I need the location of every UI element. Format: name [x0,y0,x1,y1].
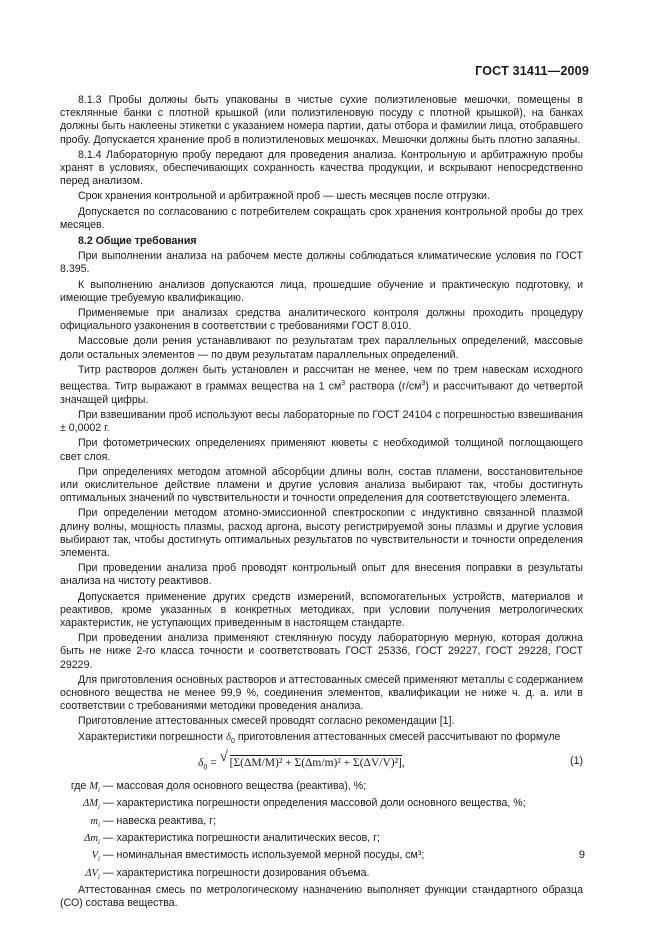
definition-symbol: $\Delta m_i$ [84,832,100,847]
paragraph: При определениях методом атомной абсорбции длины волн, состав пламени, восстановительное или окислительное действие пламени и другие условия анализа выбирают так, чтобы достигнуть оптимальных значений по чувствительности и точности определения для соответствующего элемента. [60,465,583,505]
definition-symbol: $\Delta M_i$ [83,798,100,812]
formula-number: (1) [570,754,583,767]
definition-text: — навеска реактива, г; [103,814,216,827]
paragraph: При определении методом атомно-эмиссионной спектроскопии с индуктивно связанной плазмой длину волны, мощность плазмы, расход аргона, высоту регистрируемой зоны плазмы и другие условия выбирают так, чтобы достигнуть оптимальных результатов по чувствительности и точности определения элемента. [60,507,583,560]
definition-text: — массовая доля основного вещества (реактива), %; [103,779,367,792]
definition-symbol: $m_i$ [90,815,100,829]
paragraph: Допускается по согласованию с потребителем сокращать срок хранения контрольной пробы до трех месяцев. [60,205,583,231]
paragraph: Применяемые при анализах средства аналитического контроля должны проходить процедуру официального узаконения в соответствии с требованиями ГОСТ 8.010. [60,307,583,333]
paragraph: Срок хранения контрольной и арбитражной проб — шесть месяцев после отгрузки. [78,190,490,203]
definition-item [60,832,583,849]
paragraph: При выполнении анализа на рабочем месте должны соблюдаться климатические условия по ГОСТ 8.395. [60,250,583,276]
definition-item [60,849,583,866]
formula-row [60,748,583,776]
paragraph: При фотометрических определениях применяют кюветы с необходимой толщиной поглощающего свет слоя. [60,437,583,463]
paragraph: Допускается применение других средств измерений, вспомогательных устройств, материалов и реактивов, кроме указанных в конкретных методиках, при условии получения метрологических характеристик, не уступающих приведенным в настоящем стандарте. [60,590,583,630]
paragraph: К выполнению анализов допускаются лица, прошедшие обучение и практическую подготовку, и имеющие требуемую квалификацию. [60,278,583,304]
definition-item [60,780,583,797]
paragraph: Приготовление аттестованных смесей проводят согласно рекомендации [1]. [78,715,455,728]
document-body [60,94,583,912]
square-root: √ [Σ(ΔM/M)² + Σ(Δm/m)² + Σ(ΔV/V)²] [219,748,402,769]
paragraph: При взвешивании проб используют весы лабораторные по ГОСТ 24104 с погрешностью взвешивания ± 0,0002 г. [60,409,583,435]
definition-item [60,867,583,884]
definition-symbol: $V_i$ [91,850,100,864]
closing-paragraph: Аттестованная смесь по метрологическому назначению выполняет функции стандартного образца (СО) состава вещества. [60,883,583,910]
definition-text: — характеристика погрешности определения массовой доли основного вещества, %; [103,797,526,810]
paragraph: Массовые доли рения устанавливают по результатам трех параллельных определений, массовые доли остальных элементов — по двум результатам параллельных определений. [60,335,583,361]
paragraph: При проведении анализа применяют стеклянную посуду лабораторную мерную, которая должна быть не ниже 2-го класса точности и соответствовать ГОСТ 25336, ГОСТ 29227, ГОСТ 29228, ГОСТ 29229. [60,632,583,671]
page-number: 9 [578,849,585,861]
definition-item [60,797,583,814]
titr-paragraph: Титр растворов должен быть установлен и рассчитан не менее, чем по трем навескам исходного вещества. Титр выражают в граммах вещества на 1 $см^3$ раствора $(г/см^3)$ и рассчитывают до четвертой значащей цифры. [60,363,583,406]
formula-intro: Характеристики погрешности $\delta_0$ приготовления аттестованных смесей рассчитывают по формуле [78,730,561,745]
paragraph: Для приготовления основных растворов и аттестованных смесей применяют металлы с содержанием основного вещества не менее 99,9 %, соединения элементов, квалификации не ниже ч. д. а. или в соответствии с требованиями методики проведения анализа. [60,673,583,713]
definition-text: — характеристика погрешности аналитических весов, г; [103,831,380,844]
paragraph: 8.1.3 Пробы должны быть упакованы в чистые сухие полиэтиленовые мешочки, помещены в стеклянные банки с плотной крышкой (или полиэтиленовую посуду с плотной крышкой), на банках должны быть наклеены этикетки с указанием номера партии, даты отбора и фамилии лица, отобравшего пробу. Допускается хранение проб в полиэтиленовых мешочках. Мешочки должны быть плотно запаяны. [60,94,583,146]
formula: $\delta_0$ = √ [Σ(ΔM/M)² + Σ(Δm/m)² + Σ(ΔV/V)²], [198,748,405,772]
definition-symbol: $\Delta V_i$ [85,867,100,881]
definition-symbol: где $M_i$ [70,779,100,795]
section-title: 8.2 Общие требования [78,235,197,248]
paragraph: 8.1.4 Лабораторную пробу передают для проведения анализа. Контрольную и арбитражную пробы хранят в условиях, обеспечивающих сохранность качества продукции, и вскрывают непосредственно перед анализом. [60,148,583,188]
definition-text: — номинальная вместимость используемой мерной посуды, см³; [103,849,425,862]
definition-item [60,815,583,832]
paragraph: При проведении анализа проб проводят контрольный опыт для внесения поправки в результаты анализа на чистоту реактивов. [60,562,583,588]
definitions-list [60,780,583,884]
definition-text: — характеристика погрешности дозирования объема. [103,866,370,879]
document-header: ГОСТ 31411—2009 [475,64,589,78]
